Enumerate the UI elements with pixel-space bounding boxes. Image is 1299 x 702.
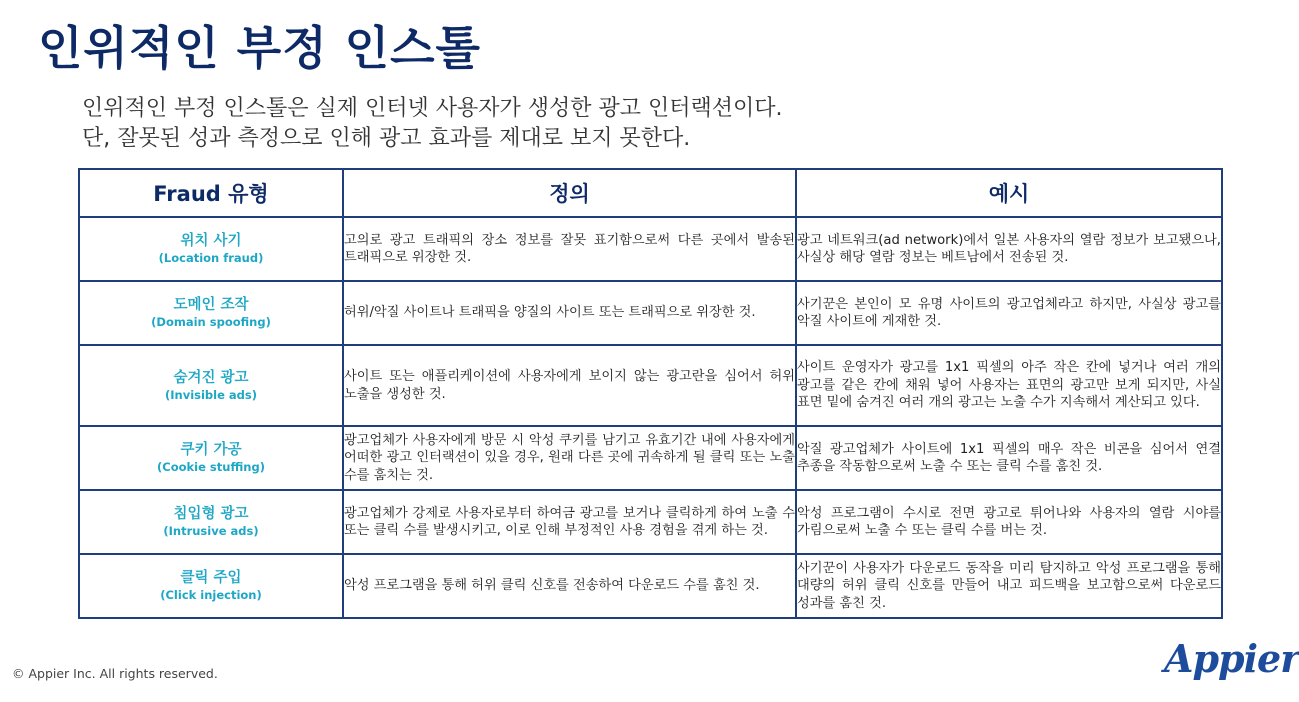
fraud-type-ko: 쿠키 가공: [180, 442, 242, 458]
definition-cell: 허위/악질 사이트나 트래픽을 양질의 사이트 또는 트래픽으로 위장한 것.: [343, 281, 796, 345]
fraud-type-en: (Invisible ads): [164, 387, 258, 402]
definition-cell: 악성 프로그램을 통해 허위 클릭 신호를 전송하여 다운로드 수를 훔친 것.: [343, 554, 796, 618]
table-row: [79, 426, 1222, 490]
fraud-type-cell: [79, 217, 343, 281]
definition-cell: 광고업체가 사용자에게 방문 시 악성 쿠키를 남기고 유효기간 내에 사용자에게 어떠한 광고 인터랙션이 있을 경우, 원래 다른 곳에 귀속하게 될 클릭 또는 노출 수를 훔치는 것.: [343, 426, 796, 490]
table-row: [79, 217, 1222, 281]
copyright-footer: © Appier Inc. All rights reserved.: [12, 666, 218, 681]
definition-cell: 사이트 또는 애플리케이션에 사용자에게 보이지 않는 광고란을 심어서 허위 노출을 생성한 것.: [343, 345, 796, 426]
example-cell: 광고 네트워크(ad network)에서 일본 사용자의 열람 정보가 보고됐으나, 사실상 해당 열람 정보는 베트남에서 전송된 것.: [796, 217, 1222, 281]
fraud-type-en: (Location fraud): [158, 251, 264, 265]
fraud-table: [78, 168, 1223, 619]
fraud-type-cell: [79, 554, 343, 618]
fraud-type-ko: 위치 사기: [180, 233, 242, 249]
example-cell: 사기꾼은 본인이 모 유명 사이트의 광고업체라고 하지만, 사실상 광고를 악질 사이트에 게재한 것.: [796, 281, 1222, 345]
fraud-type-en: (Intrusive ads): [163, 524, 259, 538]
fraud-type-en: (Cookie stuffing): [157, 460, 265, 474]
fraud-type-en: (Click injection): [160, 588, 262, 602]
example-cell: 악성 프로그램이 수시로 전면 광고로 튀어나와 사용자의 열람 시야를 가림으로써 노출 수 또는 클릭 수를 버는 것.: [796, 490, 1222, 554]
appier-logo: Appier: [1164, 636, 1299, 681]
definition-cell: 고의로 광고 트래픽의 장소 정보를 잘못 표기함으로써 다른 곳에서 발송된 트래픽으로 위장한 것.: [343, 217, 796, 281]
fraud-type-ko: 숨겨진 광고: [173, 369, 249, 386]
fraud-type-ko: 침입형 광고: [173, 506, 249, 522]
fraud-type-cell: [79, 345, 343, 426]
subtitle-line-1: 인위적인 부정 인스톨은 실제 인터넷 사용자가 생성한 광고 인터랙션이다.: [82, 96, 783, 121]
page-title: 인위적인 부정 인스톨: [38, 21, 481, 75]
example-cell: 사기꾼이 사용자가 다운로드 동작을 미리 탐지하고 악성 프로그램을 통해 대량의 허위 클릭 신호를 만들어 내고 피드백을 보고함으로써 다운로드 성과를 훔친 것.: [796, 554, 1222, 618]
header-example: 예시: [796, 169, 1222, 217]
table-row: [79, 345, 1222, 426]
example-cell: 악질 광고업체가 사이트에 1x1 픽셀의 매우 작은 비콘을 심어서 연결 추종을 작동함으로써 노출 수 또는 클릭 수를 훔친 것.: [796, 426, 1222, 490]
fraud-type-en: (Domain spoofing): [151, 315, 271, 329]
header-type: Fraud 유형: [79, 169, 343, 217]
table-row: [79, 554, 1222, 618]
table-row: [79, 490, 1222, 554]
fraud-type-cell: [79, 281, 343, 345]
example-cell: 사이트 운영자가 광고를 1x1 픽셀의 아주 작은 칸에 넣거나 여러 개의 광고를 같은 칸에 채워 넣어 사용자는 표면의 광고만 보게 되지만, 사실 표면 밑에 숨겨진 여러 개의 광고는 노출 수가 지속해서 계산되고 있다.: [796, 345, 1222, 426]
subtitle-line-2: 단, 잘못된 성과 측정으로 인해 광고 효과를 제대로 보지 못한다.: [82, 126, 691, 151]
fraud-type-ko: 도메인 조작: [173, 297, 249, 313]
subtitle: [82, 94, 783, 154]
header-definition: 정의: [343, 169, 796, 217]
fraud-type-ko: 클릭 주입: [180, 570, 242, 586]
fraud-type-cell: [79, 426, 343, 490]
definition-cell: 광고업체가 강제로 사용자로부터 하여금 광고를 보거나 클릭하게 하여 노출 수 또는 클릭 수를 발생시키고, 이로 인해 부정적인 사용 경험을 겪게 하는 것.: [343, 490, 796, 554]
table-row: [79, 281, 1222, 345]
fraud-type-cell: [79, 490, 343, 554]
table-header-row: [79, 169, 1222, 217]
